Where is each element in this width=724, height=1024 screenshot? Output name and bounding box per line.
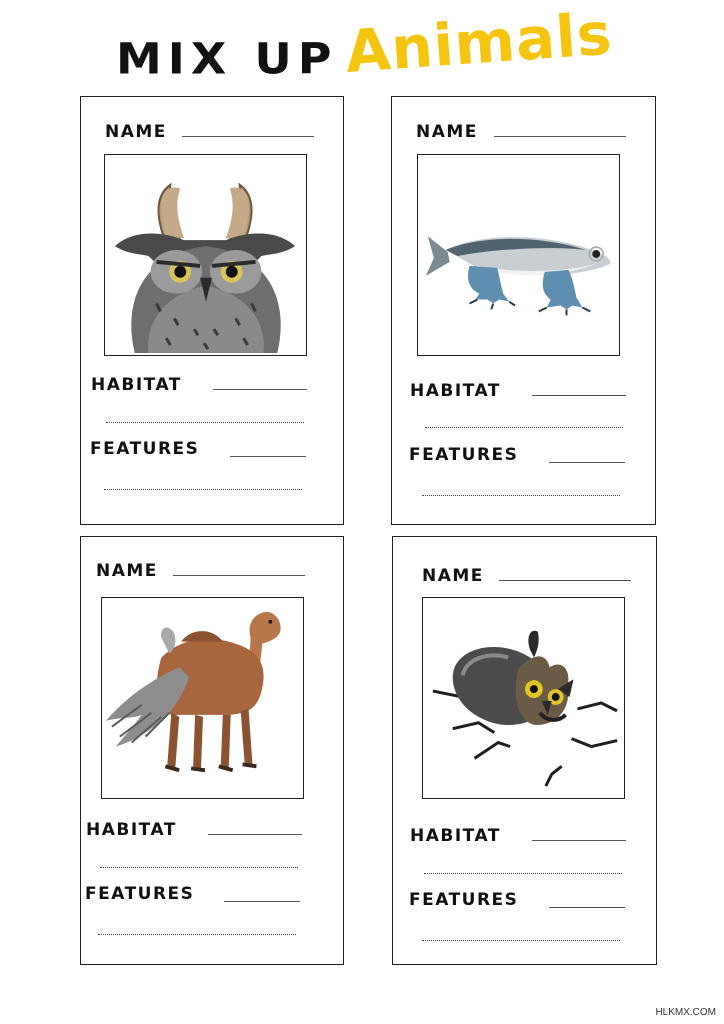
features-label-3: FEATURES xyxy=(85,884,195,904)
habitat-dots-1[interactable] xyxy=(106,422,304,423)
features-dots-4[interactable] xyxy=(422,940,620,941)
photo-camel-wings xyxy=(101,597,304,799)
name-line-4[interactable] xyxy=(499,580,631,581)
habitat-dots-3[interactable] xyxy=(100,867,298,868)
page-header xyxy=(0,0,724,92)
name-label-4: NAME xyxy=(422,566,484,586)
camel-with-wings-illustration xyxy=(102,598,303,798)
features-line-4[interactable] xyxy=(549,907,625,908)
name-label-3: NAME xyxy=(96,561,158,581)
features-line-2[interactable] xyxy=(549,462,625,463)
title-animals: Animals xyxy=(343,0,615,86)
features-line-1[interactable] xyxy=(230,456,306,457)
name-line-2[interactable] xyxy=(494,136,626,137)
habitat-dots-2[interactable] xyxy=(425,427,623,428)
features-dots-1[interactable] xyxy=(104,489,302,490)
owl-with-horns-illustration xyxy=(105,155,306,355)
name-line-3[interactable] xyxy=(173,575,305,576)
fish-with-feet-illustration xyxy=(418,155,619,355)
habitat-label-4: HABITAT xyxy=(410,826,501,846)
photo-beetle-owl xyxy=(422,597,625,799)
features-line-3[interactable] xyxy=(224,901,300,902)
features-label-1: FEATURES xyxy=(90,439,200,459)
photo-owl-horns xyxy=(104,154,307,356)
features-dots-2[interactable] xyxy=(422,495,620,496)
features-dots-3[interactable] xyxy=(98,934,296,935)
name-label-1: NAME xyxy=(105,122,167,142)
habitat-label-2: HABITAT xyxy=(410,381,501,401)
habitat-line-1[interactable] xyxy=(213,389,307,390)
features-label-4: FEATURES xyxy=(409,890,519,910)
features-label-2: FEATURES xyxy=(409,445,519,465)
photo-fish-feet xyxy=(417,154,620,356)
site-credit: HLKMX.COM xyxy=(655,1007,716,1018)
title-mix-up: MIX UP xyxy=(116,34,338,84)
habitat-dots-4[interactable] xyxy=(424,873,622,874)
habitat-line-2[interactable] xyxy=(532,395,626,396)
habitat-label-1: HABITAT xyxy=(91,375,182,395)
habitat-line-3[interactable] xyxy=(208,834,302,835)
beetle-with-owl-face-illustration xyxy=(423,598,624,798)
name-line-1[interactable] xyxy=(182,136,314,137)
name-label-2: NAME xyxy=(416,122,478,142)
habitat-label-3: HABITAT xyxy=(86,820,177,840)
habitat-line-4[interactable] xyxy=(532,840,626,841)
